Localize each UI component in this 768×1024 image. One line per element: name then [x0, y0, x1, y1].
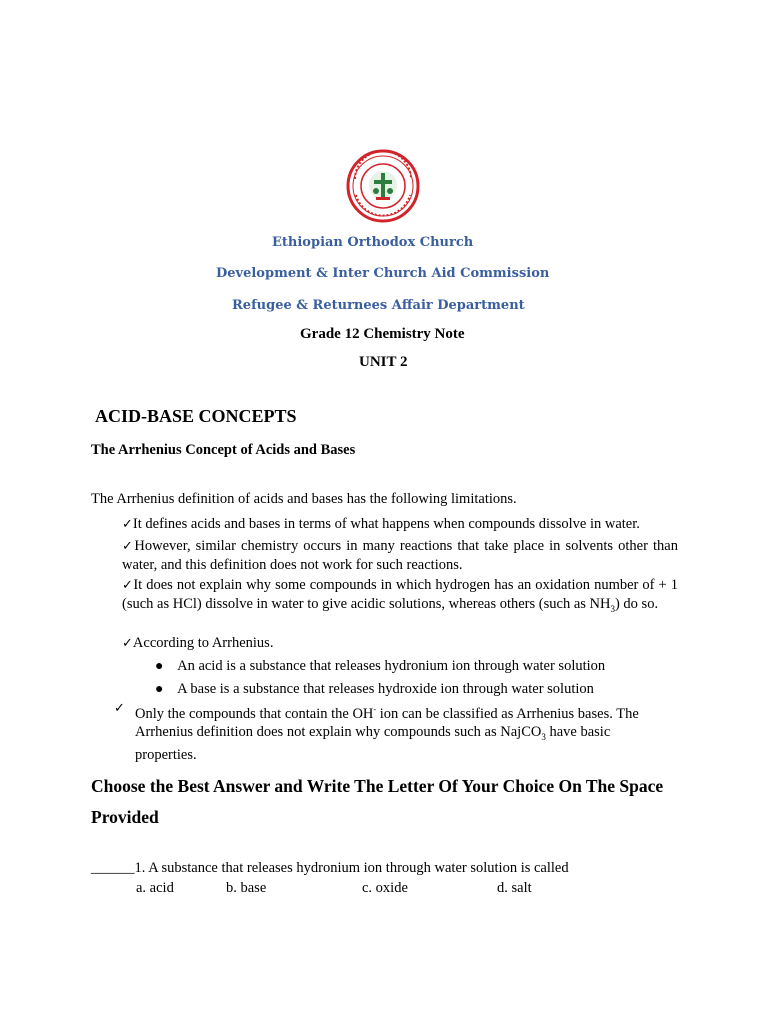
check-mark-icon: ✓ [122, 539, 135, 554]
questions-heading-cont: Provided [91, 807, 159, 827]
church-seal-icon [346, 149, 420, 223]
bullet-dot-icon: ● [155, 682, 164, 697]
option-c[interactable]: c. oxide [362, 880, 408, 896]
questions-heading: Choose the Best Answer and Write The Letter Of Your Choice On The Space [91, 776, 664, 796]
intro-text: The Arrhenius definition of acids and bases has the following limitations. [91, 491, 517, 507]
bullet-item: ● An acid is a substance that releases hydronium ion through water solution [155, 658, 606, 674]
bullet-dot-icon: ● [155, 659, 164, 674]
org-church: Ethiopian Orthodox Church [272, 235, 474, 250]
question-1 [91, 859, 569, 877]
limitation-item: ✓According to Arrhenius. [122, 635, 274, 651]
grade-title: Grade 12 Chemistry Note [300, 326, 465, 342]
unit-title: UNIT 2 [359, 354, 408, 370]
limitation-item: ✓It defines acids and bases in terms of what happens when compounds dissolve in water. [122, 516, 640, 532]
org-commission: Development & Inter Church Aid Commission [216, 266, 550, 281]
option-d[interactable]: d. salt [497, 880, 532, 896]
limitation-item: ✓However, similar chemistry occurs in many reactions that take place in solvents other than water, and this definition does not work for such reactions. [122, 538, 678, 573]
check-mark-icon: ✓ [122, 517, 133, 532]
option-a[interactable]: a. acid [136, 880, 174, 896]
section-title: ACID-BASE CONCEPTS [95, 406, 297, 426]
check-mark-icon: ✓ [122, 578, 134, 593]
question-text: 1. A substance that releases hydronium ion through water solution is called [134, 860, 569, 876]
check-mark-icon: ✓ [122, 636, 133, 651]
check-mark-icon: ✓ [114, 701, 125, 716]
option-b[interactable]: b. base [226, 880, 267, 896]
limitation-item: ✓It does not explain why some compounds in which hydrogen has an oxidation number of + 1 (such as HCl) dissolve in water to give acidic solutions, whereas others (such as $NH_3$) do so. [122, 577, 678, 614]
section-subtitle: The Arrhenius Concept of Acids and Bases [91, 442, 356, 458]
bullet-item: ● A base is a substance that releases hydroxide ion through water solution [155, 681, 594, 697]
final-note: Only the compounds that contain the OH- ion can be classified as Arrhenius bases. The Arrhenius definition does not explain why compounds such as NajCO$_3$ have basic properties. [135, 705, 639, 763]
org-department: Refugee & Returnees Affair Department [232, 298, 525, 313]
answer-blank[interactable]: ______ [91, 860, 135, 876]
